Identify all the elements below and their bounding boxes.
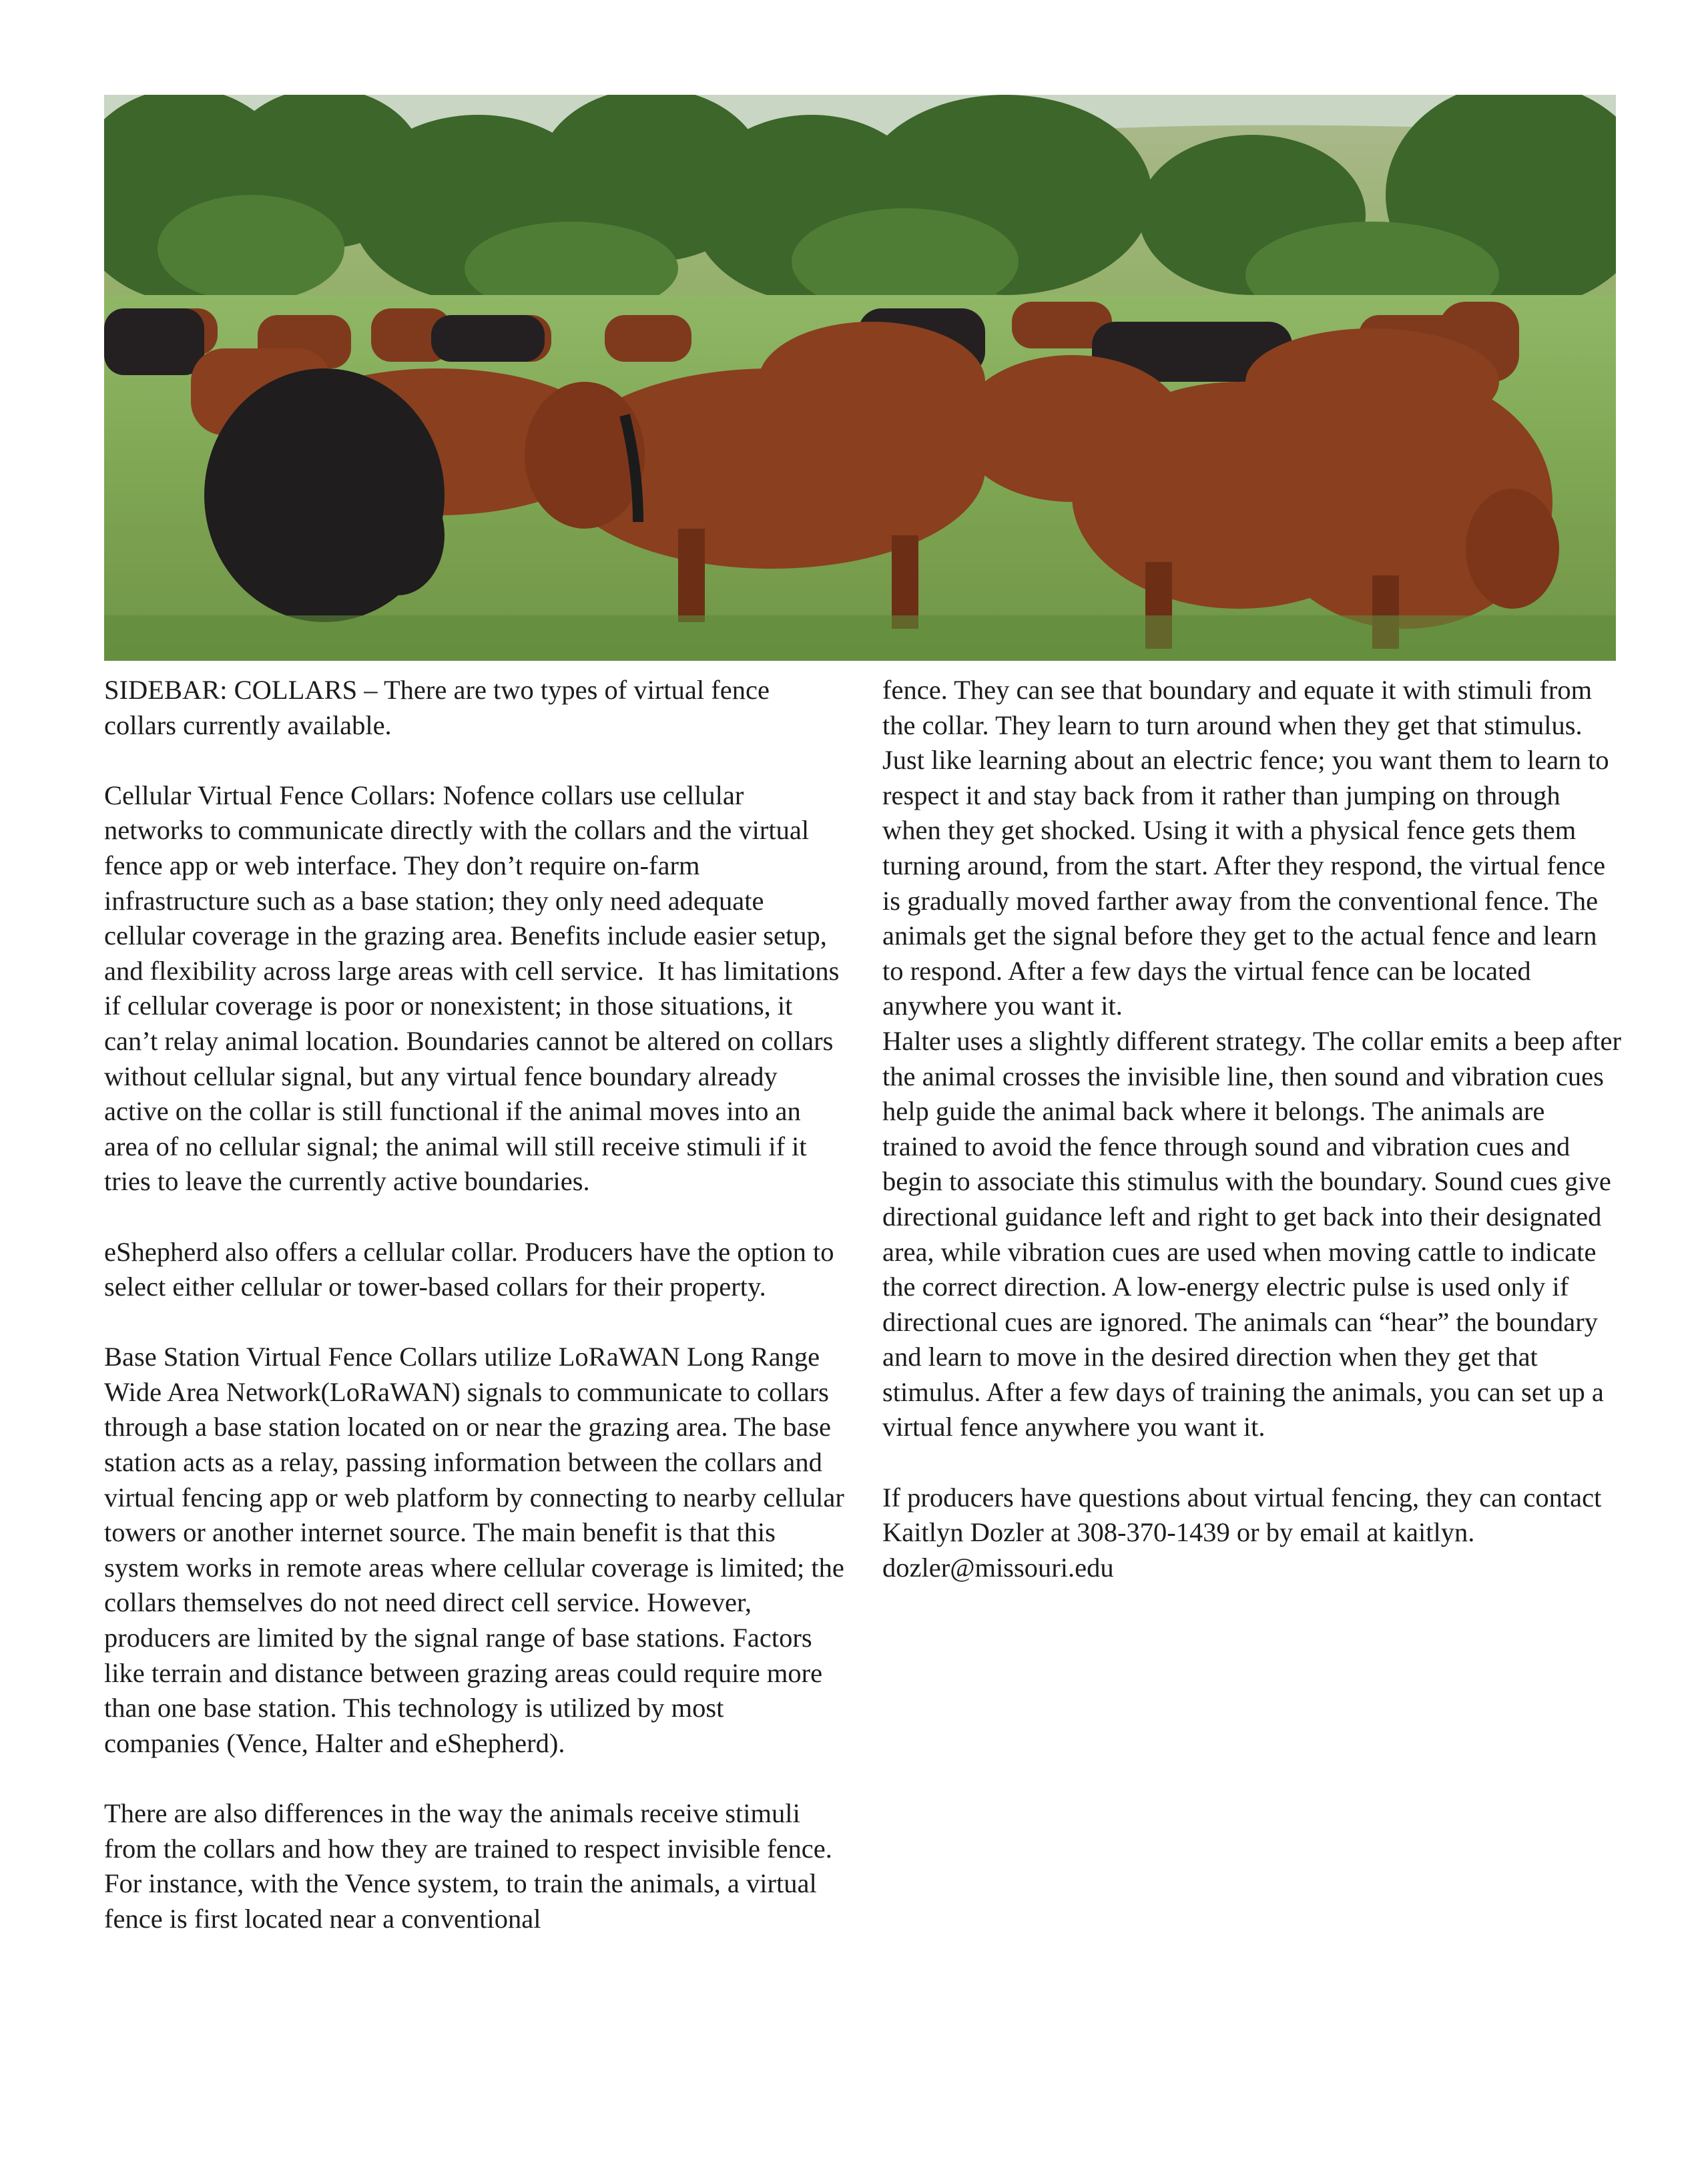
right-text-column bbox=[882, 673, 1629, 1585]
cellular-collars-paragraph: Cellular Virtual Fence Collars: Nofence collars use cellular networks to communicate directly with the collars and the virtual fence app or web interface. They don’t require on-farm infrastructure such as a base station; they only need adequate cellular coverage in the grazing area. Benefits include easier setup, and flexibility across large areas with cell service. It has limitations if cellular coverage is poor or nonexistent; in those situations, it can’t relay animal location. Boundaries cannot be altered on collars without cellular signal, but any virtual fence boundary already active on the collar is still functional if the animal moves into an area of no cellular signal; the animal will still receive stimuli if it tries to leave the currently active boundaries. bbox=[104, 780, 846, 1197]
sidebar-intro-paragraph: SIDEBAR: COLLARS – There are two types of virtual fence collars currently available. bbox=[104, 675, 777, 740]
paragraph-gap bbox=[104, 1305, 845, 1340]
paragraph-gap bbox=[882, 1445, 1623, 1480]
paragraph-gap bbox=[104, 743, 845, 778]
paragraph-gap bbox=[104, 1761, 845, 1796]
cattle-grazing-photo bbox=[104, 95, 1616, 661]
paragraph-gap bbox=[104, 1199, 845, 1235]
vence-training-paragraph: fence. They can see that boundary and equate it with stimuli from the collar. They learn to turn around when they get that stimulus. Just like learning about an electric fence; you want them to learn to respect it and stay back from it rather than jumping on through when they get shocked. Using it with a physical fence gets them turning around, from the start. After they respond, the virtual fence is gradually moved farther away from the conventional fence. The animals get the signal before they get to the actual fence and learn to respond. After a few days the virtual fence can be located anywhere you want it. bbox=[882, 675, 1616, 1021]
halter-strategy-paragraph: Halter uses a slightly different strategy. The collar emits a beep after the animal crosses the invisible line, then sound and vibration cues help guide the animal back where it belongs. The animals are trained to avoid the fence through sound and vibration cues and begin to associate this stimulus with the boundary. Sound cues give directional guidance left and right to get back into their designated area, while vibration cues are used when moving cattle to indicate the correct direction. A low-energy electric pulse is used only if directional cues are ignored. The animals can “hear” the boundary and learn to move in the desired direction when they get that stimulus. After a few days of training the animals, you can set up a virtual fence anywhere you want it. bbox=[882, 1025, 1629, 1442]
left-text-column bbox=[104, 673, 851, 1936]
contact-paragraph: If producers have questions about virtual fencing, they can contact Kaitlyn Dozler at 308-370-1439 or by email at kaitlyn. dozler@missouri.edu bbox=[882, 1482, 1602, 1583]
training-differences-paragraph: There are also differences in the way the animals receive stimuli from the collars and how they are trained to respect invisible fence. For instance, with the Vence system, to train the animals, a virtual fence is first located near a conventional bbox=[104, 1798, 839, 1934]
base-station-collars-paragraph: Base Station Virtual Fence Collars utilize LoRaWAN Long Range Wide Area Network(LoRaWAN) signals to communicate to collars through a base station located on or near the grazing area. The base station acts as a relay, passing information between the collars and virtual fencing app or web platform by connecting to nearby cellular towers or another internet source. The main benefit is that this system works in remote areas where cellular coverage is limited; the collars themselves do not need direct cell service. However, producers are limited by the signal range of base stations. Factors like terrain and distance between grazing areas could require more than one base station. This technology is utilized by most companies (Vence, Halter and eShepherd). bbox=[104, 1342, 851, 1758]
eshepherd-paragraph: eShepherd also offers a cellular collar. Producers have the option to select either cellular or tower-based collars for their property. bbox=[104, 1236, 841, 1302]
